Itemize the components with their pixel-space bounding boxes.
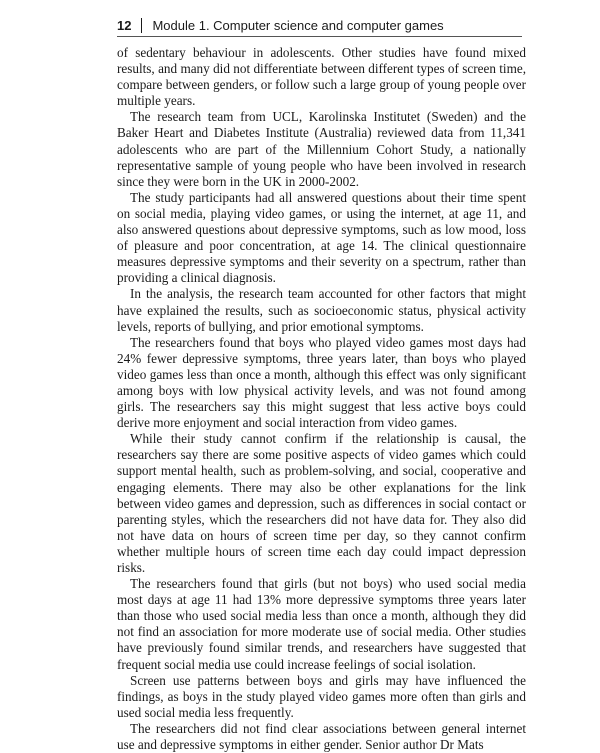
header-rule xyxy=(117,36,522,37)
paragraph-boys-findings: The researchers found that boys who played video games most days had 24% fewer depressive symptoms, three years later, than boys who played video games less than once a month, although this effect was only significant among boys with low physical activity levels, and was not found among girls. The researchers say this might suggest that less active boys could derive more enjoyment and social interaction from video games. xyxy=(117,334,526,431)
paragraph-continuation: of sedentary behaviour in adolescents. Other studies have found mixed results, and many did not differentiate between different types of screen time, compare between genders, or follow such a large group of young people over multiple years. xyxy=(117,45,526,109)
page-number: 12 xyxy=(117,17,132,33)
paragraph-internet-use: The researchers did not find clear associations between general internet use and depressive symptoms in either gender. Senior author Dr Mats xyxy=(117,720,526,753)
running-title: Module 1. Computer science and computer games xyxy=(152,17,444,33)
running-header xyxy=(117,15,444,35)
body-text xyxy=(117,45,526,753)
paragraph-screen-patterns: Screen use patterns between boys and girls may have influenced the findings, as boys in the study played video games more often than girls and used social media less frequently. xyxy=(117,672,526,720)
paragraph-analysis: In the analysis, the research team accounted for other factors that might have explained the results, such as socioeconomic status, physical activity levels, reports of bullying, and prior emotional symptoms. xyxy=(117,286,526,334)
paragraph-study-participants: The study participants had all answered questions about their time spent on social media, playing video games, or using the internet, at age 11, and also answered questions about depressive symptoms, such as low mood, loss of pleasure and poor concentration, at age 14. The clinical questionnaire measures depressive symptoms and their severity on a spectrum, rather than providing a clinical diagnosis. xyxy=(117,189,526,286)
paragraph-girls-findings: The researchers found that girls (but not boys) who used social media most days at age 11 had 13% more depressive symptoms three years later than those who used social media less than once a month, although they did not find an association for more moderate use of social media. Other studies have previously found similar trends, and researchers have suggested that frequent social media use could increase feelings of social isolation. xyxy=(117,576,526,672)
paragraph-research-team: The research team from UCL, Karolinska Institutet (Sweden) and the Baker Heart and Diabetes Institute (Australia) reviewed data from 11,341 adolescents who are part of the Millennium Cohort Study, a nationally representative sample of young people who have been involved in research since they were born in the UK in 2000-2002. xyxy=(117,109,526,189)
paragraph-causality: While their study cannot confirm if the relationship is causal, the researchers say there are some positive aspects of video games which could support mental health, such as problem-solving, and social, cooperative and engaging elements. There may also be other explanations for the link between video games and depression, such as differences in social contact or parenting styles, which the researchers did not have data for. They also did not have data on hours of screen time per day, so they cannot confirm whether multiple hours of screen time each day could impact depression risks. xyxy=(117,431,526,575)
header-separator xyxy=(141,18,142,33)
